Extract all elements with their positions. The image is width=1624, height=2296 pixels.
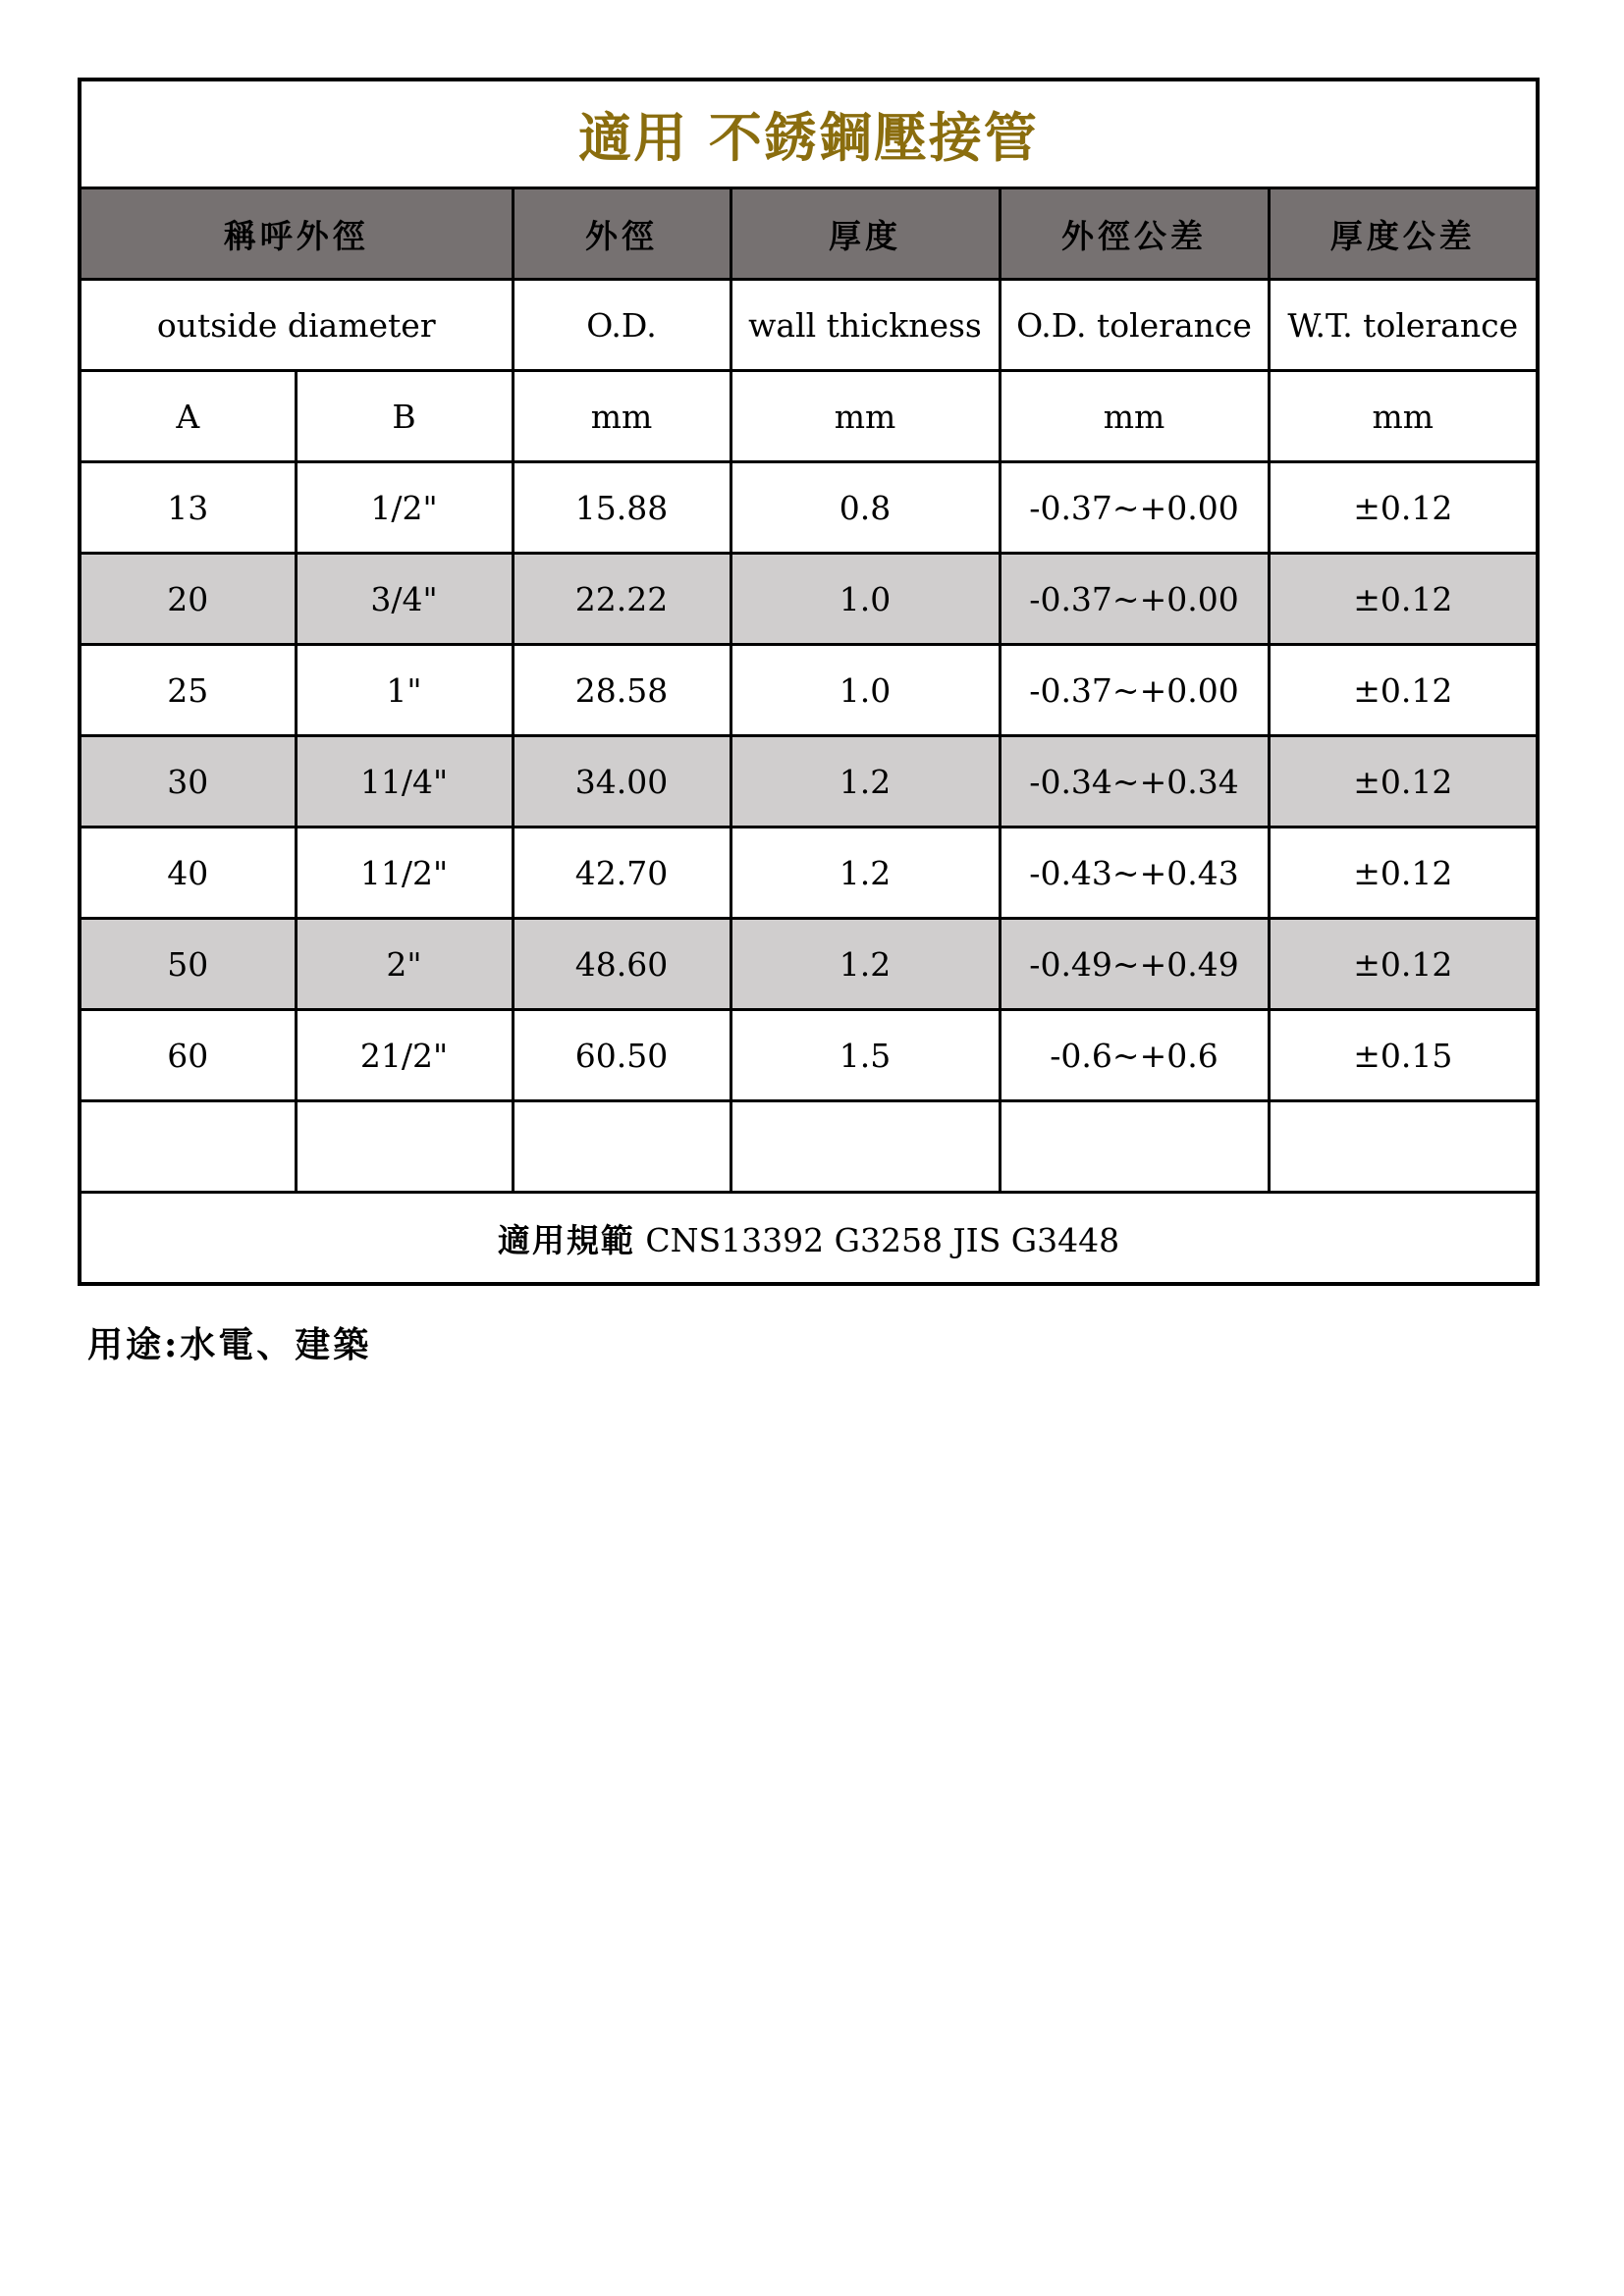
- cell-b: 11/2": [296, 828, 513, 919]
- cell-wt-tol: ±0.12: [1269, 736, 1538, 828]
- cell-a: 13: [80, 462, 296, 554]
- usage-line: [87, 1317, 371, 1367]
- header-wall: 厚度: [731, 188, 1000, 280]
- unit-wall: mm: [731, 371, 1000, 462]
- cell-od: 15.88: [513, 462, 731, 554]
- cell-wall: 1.2: [731, 828, 1000, 919]
- cell-od: 42.70: [513, 828, 731, 919]
- cell-od: 34.00: [513, 736, 731, 828]
- empty-row: [80, 1101, 1538, 1193]
- empty-cell: [1000, 1101, 1269, 1193]
- standard-row: [80, 1193, 1538, 1285]
- cell-b: 1": [296, 645, 513, 736]
- cell-a: 50: [80, 919, 296, 1010]
- cell-od-tol: -0.37~+0.00: [1000, 645, 1269, 736]
- table-row: [80, 645, 1538, 736]
- cell-b: 21/2": [296, 1010, 513, 1101]
- cell-a: 25: [80, 645, 296, 736]
- cell-b: 11/4": [296, 736, 513, 828]
- header-en-od: O.D.: [513, 280, 731, 371]
- header-en-wall: wall thickness: [731, 280, 1000, 371]
- unit-a: A: [80, 371, 296, 462]
- cell-wt-tol: ±0.12: [1269, 828, 1538, 919]
- cell-wall: 1.5: [731, 1010, 1000, 1101]
- cell-a: 30: [80, 736, 296, 828]
- table-title: 適用 不銹鋼壓接管: [578, 106, 1039, 169]
- cell-od: 22.22: [513, 554, 731, 645]
- standard-cell: [80, 1193, 1538, 1285]
- cell-od-tol: -0.43~+0.43: [1000, 828, 1269, 919]
- table-row: [80, 554, 1538, 645]
- cell-wt-tol: ±0.12: [1269, 645, 1538, 736]
- cell-od-tol: -0.37~+0.00: [1000, 554, 1269, 645]
- cell-od-tol: -0.37~+0.00: [1000, 462, 1269, 554]
- header-en-od-tol: O.D. tolerance: [1000, 280, 1269, 371]
- usage-text: 水電、建築: [180, 1324, 372, 1365]
- spec-table: [78, 78, 1540, 1286]
- unit-wt-tol: mm: [1269, 371, 1538, 462]
- empty-cell: [513, 1101, 731, 1193]
- cell-a: 20: [80, 554, 296, 645]
- cell-a: 40: [80, 828, 296, 919]
- header-nominal: 稱呼外徑: [80, 188, 513, 280]
- table-row: [80, 462, 1538, 554]
- header-row-zh: [80, 188, 1538, 280]
- cell-wt-tol: ±0.15: [1269, 1010, 1538, 1101]
- cell-od-tol: -0.49~+0.49: [1000, 919, 1269, 1010]
- cell-b: 3/4": [296, 554, 513, 645]
- cell-wt-tol: ±0.12: [1269, 554, 1538, 645]
- cell-wall: 1.2: [731, 736, 1000, 828]
- cell-od-tol: -0.34~+0.34: [1000, 736, 1269, 828]
- cell-od-tol: -0.6~+0.6: [1000, 1010, 1269, 1101]
- empty-cell: [731, 1101, 1000, 1193]
- header-en-nominal: outside diameter: [80, 280, 513, 371]
- cell-wall: 0.8: [731, 462, 1000, 554]
- standard-text: CNS13392 G3258 JIS G3448: [645, 1220, 1120, 1259]
- header-wt-tol: 厚度公差: [1269, 188, 1538, 280]
- header-od-tol: 外徑公差: [1000, 188, 1269, 280]
- table-row: [80, 828, 1538, 919]
- cell-b: 1/2": [296, 462, 513, 554]
- unit-od-tol: mm: [1000, 371, 1269, 462]
- table-row: [80, 736, 1538, 828]
- empty-cell: [80, 1101, 296, 1193]
- standard-label: 適用規範: [497, 1220, 635, 1259]
- table-row: [80, 919, 1538, 1010]
- cell-b: 2": [296, 919, 513, 1010]
- cell-wall: 1.0: [731, 554, 1000, 645]
- cell-a: 60: [80, 1010, 296, 1101]
- cell-wall: 1.2: [731, 919, 1000, 1010]
- table-row: [80, 1010, 1538, 1101]
- unit-row: [80, 371, 1538, 462]
- cell-od: 60.50: [513, 1010, 731, 1101]
- empty-cell: [1269, 1101, 1538, 1193]
- cell-wt-tol: ±0.12: [1269, 919, 1538, 1010]
- header-row-en: [80, 280, 1538, 371]
- cell-wall: 1.0: [731, 645, 1000, 736]
- empty-cell: [296, 1101, 513, 1193]
- unit-b: B: [296, 371, 513, 462]
- title-cell: [80, 80, 1538, 188]
- header-od: 外徑: [513, 188, 731, 280]
- cell-od: 48.60: [513, 919, 731, 1010]
- header-en-wt-tol: W.T. tolerance: [1269, 280, 1538, 371]
- cell-od: 28.58: [513, 645, 731, 736]
- cell-wt-tol: ±0.12: [1269, 462, 1538, 554]
- title-row: [80, 80, 1538, 188]
- unit-od: mm: [513, 371, 731, 462]
- usage-label: 用途:: [87, 1324, 181, 1365]
